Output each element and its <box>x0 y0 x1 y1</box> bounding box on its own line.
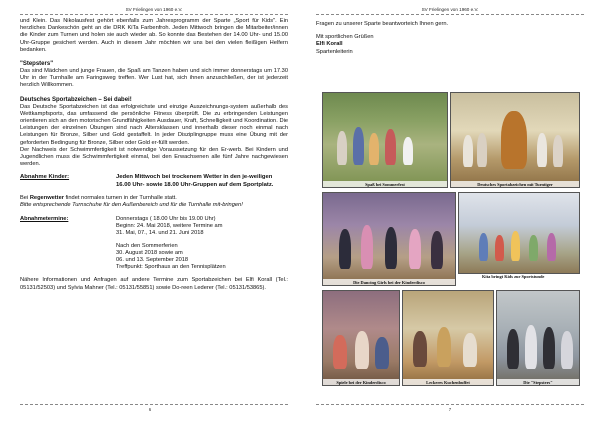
abnahmetermine-line: Nach den Sommerferien <box>116 242 178 249</box>
header-rule <box>20 14 288 15</box>
schwimm-paragraph: Der Nachweis der Schwimmfertigkeit ist notwendige Voraussetzung für den Er-werb. Bei Kindern und Jugendlichen muss die Schwimmfertigkeit einmal, bei den Erwachsenen alle fünf Jahre nachgewiesen werden. <box>20 146 288 168</box>
footer-rule <box>316 404 584 405</box>
regen-post: findet normales turnen in der Turnhalle statt. <box>63 195 177 202</box>
header-rule <box>316 14 584 15</box>
photo-stepsters <box>496 290 580 386</box>
photo-sommerfest <box>322 92 448 188</box>
photo-dancing-girls <box>322 192 456 286</box>
photo-spiele <box>322 290 400 386</box>
caption-sommerfest: Spaß bei Sommerfest <box>323 181 447 187</box>
kontakt-paragraph: Nähere Informationen und Anfragen auf andere Termine zum Sportabzeichen bei Elfi Korall (Tel.: 05131/52503) und Sylvia Mahner (Tel.: 05131/55851) sowie Do-reen Lederer (Tel.: 05131/53865). <box>20 277 288 291</box>
regen-bold: Regenwetter <box>29 195 64 202</box>
caption-dancing-girls: Die Dancing Girls bei der Kinderdisco <box>323 279 455 285</box>
page-number: 7 <box>448 407 452 412</box>
abnahmetermine-line: 31. Mai, 07., 14. und 21. Juni 2018 <box>116 229 204 236</box>
steppers-heading: "Stepsters" <box>20 61 54 68</box>
running-title: SV Frielingen von 1960 e.V. <box>125 7 183 12</box>
abnahmetermine-label: Abnahmetermine: <box>20 215 69 222</box>
regen-pre: Bei <box>20 195 30 202</box>
signer-role: Spartenleiterin <box>316 48 353 55</box>
page-number: 6 <box>148 407 152 412</box>
abnahmetermine-lines <box>116 216 288 272</box>
running-title: SV Frielingen von 1960 e.V. <box>421 7 479 12</box>
closing-line: Fragen zu unserer Sparte beantworteich Ihnen gern. <box>316 21 449 27</box>
regen-paragraph <box>20 195 288 202</box>
photo-kita-kids <box>458 192 580 274</box>
sportabzeichen-heading: Deutsches Sportabzeichen – Sei dabei! <box>20 96 132 103</box>
regen-note: Bitte entsprechende Turnschuhe für den Außenbereich und für die Turnhalle mit-bringen! <box>20 202 243 209</box>
abnahme-kinder-text: Jeden Mittwoch bei trockenem Wetter in den je-weiligen 16.00 Uhr- sowie 18.00 Uhr-Gruppen auf dem Sportplatz. <box>116 174 274 188</box>
sportabzeichen-paragraph: Das Deutsche Sportabzeichen ist das erfolgreichste und einzige Auszeichnungs-system außerhalb des Wettkampfsports, das umfassend die persönliche Fitness überprüft. Die zu erbringenden Leistungen orientieren sich an den motorischen Grundfähigkeiten Ausdauer, Kraft, Schnelligkeit und Koordination. Die Leistungen der einzelnen Übungen sind nach Altersklassen und innerhalb dieser noch einmal nach Leistungen für Bronze, Silber und Gold gestaffelt. In jeder Disziplingruppe muss eine Übung mit der geforderten Bedingung für Bronze, Silber oder Gold er-füllt werden. <box>20 103 288 146</box>
abnahmetermine-line: Treffpunkt: Sporthaus an den Tennisplätzen <box>116 264 226 271</box>
caption-stepsters: Die "Stepsters" <box>497 379 579 385</box>
photo-collage <box>322 92 580 398</box>
abnahmetermine-row <box>20 216 288 272</box>
abnahmetermine-line: 30. August 2018 sowie am <box>116 250 183 257</box>
intro-paragraph: und Klein. Das Nikolausfest gehört ebenfalls zum Jahresprogramm der Sparte „Sport für Kids". Ein herzliches Dankeschön geht an die DRK KiTa Farbenfroh. Jeden Mittwoch bringen die Mitarbeiter/innen die Kinder zum Turnen und holen sie auch wieder ab. So konnte das Bestehen der 14.00 Uhr- und 15.00 Uhr-Gruppe gesichert werden. Auch in diesem Jahr möchten wir uns bei den vielen fleißigen Helfern bedanken. <box>20 18 288 53</box>
steppers-paragraph: Das sind Mädchen und junge Frauen, die Spaß am Tanzen haben und sich immer donnerstags um 17.30 Uhr in der Turnhalle am Faringsweg treffen. Wer Lust hat, sich ihnen anzuschließen, der ist jederzeit herzlich Willkommen. <box>20 68 288 89</box>
photo-turntiger <box>450 92 580 188</box>
abnahmetermine-line: Beginn: 24. Mai 2018, weitere Termine am <box>116 222 223 229</box>
caption-kuchenbuffet: Leckeres Kuchenbuffet <box>403 379 493 385</box>
photo-kuchenbuffet <box>402 290 494 386</box>
caption-spiele: Spiele bei der Kinderdisco <box>323 379 399 385</box>
greeting: Mit sportlichen Grüßen <box>316 34 374 41</box>
abnahme-kinder-label: Abnahme Kinder: <box>20 174 70 181</box>
abnahme-kinder-row <box>20 174 288 189</box>
abnahmetermine-line: Donnerstags ( 18.00 Uhr bis 19.00 Uhr) <box>116 215 216 222</box>
footer-rule <box>20 404 288 405</box>
caption-turntiger: Deutsches Sportabzeichen mit Turntiger <box>451 181 579 187</box>
abnahmetermine-line: 06. und 13. September 2018 <box>116 257 189 264</box>
signer-name: Elfi Korall <box>316 41 343 48</box>
caption-kita-kids: Kita bringt Kids zur Sportstunde <box>482 274 545 279</box>
